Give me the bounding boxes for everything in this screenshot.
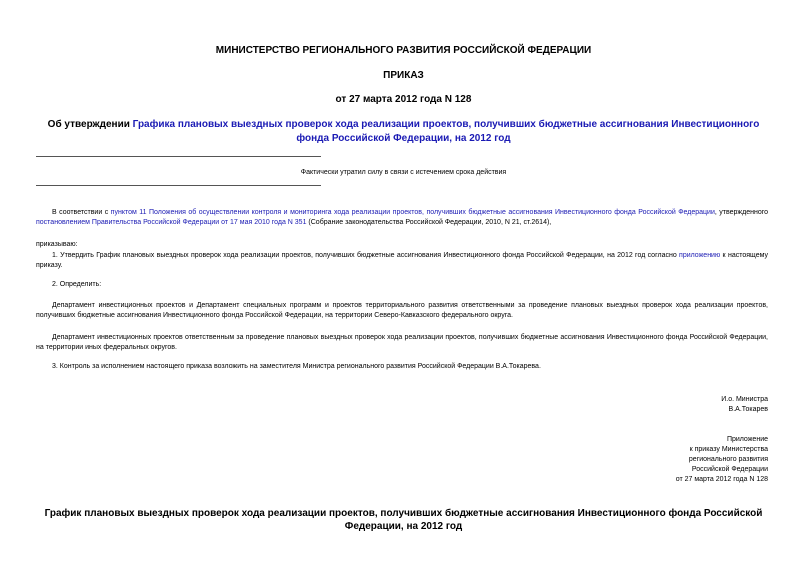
title-link[interactable]: Графика плановых выездных проверок хода реализации проектов, получивших бюджетные ассигнования Инвестиционного фонда Российской Федерации, на 2012 год — [132, 119, 760, 144]
appendix-link[interactable]: приложению — [679, 252, 721, 259]
appendix-block — [676, 435, 768, 485]
doc-type-heading: ПРИКАЗ — [383, 70, 424, 81]
signature-name: В.А.Токарев — [728, 406, 768, 413]
preamble-link-resolution[interactable]: постановлением Правительства Российской Федерации от 17 мая 2010 года N 351 — [36, 219, 307, 226]
signature-block — [721, 395, 768, 415]
appendix-line-3: регионального развития — [688, 456, 768, 463]
doc-date-number: от 27 марта 2012 года N 128 — [335, 94, 472, 105]
schedule-title: График плановых выездных проверок хода реализации проектов, получивших бюджетные ассигнования Инвестиционного фонда Российской Федерации, на 2012 год — [44, 508, 763, 532]
order-word: приказываю: — [36, 241, 78, 248]
preamble-text-3: (Собрание законодательства Российской Федерации, 2010, N 21, ст.2614), — [306, 219, 552, 226]
item-1-text: 1. Утвердить График плановых выездных проверок хода реализации проектов, получивших бюджетные ассигнования Инвестиционного фонда Российской Федерации, на 2012 год согласно — [52, 252, 680, 259]
divider-top — [36, 156, 321, 157]
document-title — [36, 118, 771, 146]
appendix-line-4: Российской Федерации — [691, 466, 768, 473]
appendix-line-1: Приложение — [726, 436, 768, 443]
title-prefix: Об утверждении — [47, 119, 133, 130]
signature-position: И.о. Министра — [721, 396, 768, 403]
preamble-text-2: , утвержденного — [714, 209, 768, 216]
item-2-paragraph-2: Департамент инвестиционных проектов ответственным за проведение плановых выездных проверок хода реализации проектов, получивших бюджетные ассигнования Инвестиционного фонда Российской Федерации, на территории иных федеральных округов. — [36, 334, 768, 351]
item-1-tail: к настоящему приказу. — [36, 252, 768, 269]
ministry-heading: МИНИСТЕРСТВО РЕГИОНАЛЬНОГО РАЗВИТИЯ РОССИЙСКОЙ ФЕДЕРАЦИИ — [215, 45, 592, 56]
item-3-paragraph: 3. Контроль за исполнением настоящего приказа возложить на заместителя Министра регионального развития Российской Федерации В.А.Токарева. — [52, 363, 541, 370]
divider-bottom — [36, 185, 321, 186]
status-note: Фактически утратил силу в связи с истечением срока действия — [300, 169, 507, 176]
preamble-paragraph — [36, 208, 768, 228]
appendix-line-2: к приказу Министерства — [689, 446, 768, 453]
appendix-line-5: от 27 марта 2012 года N 128 — [675, 476, 768, 483]
preamble-link-point11[interactable]: пунктом 11 Положения об осуществлении контроля и мониторинга хода реализации проектов, получивших бюджетные ассигнования Инвестиционного фонда Российской Федерации — [110, 209, 715, 216]
preamble-text-1: В соответствии с — [52, 209, 111, 216]
item-2-paragraph-1: Департамент инвестиционных проектов и Департамент специальных программ и проектов территориального развития ответственными за проведение плановых выездных проверок хода реализации проектов, получивших бюджетные ассигнования Инвестиционного фонда Российской Федерации, на территории Северо-Кавказского федерального округа. — [36, 302, 768, 319]
item-1-paragraph — [36, 251, 768, 271]
item-2-heading: 2. Определить: — [52, 281, 102, 288]
